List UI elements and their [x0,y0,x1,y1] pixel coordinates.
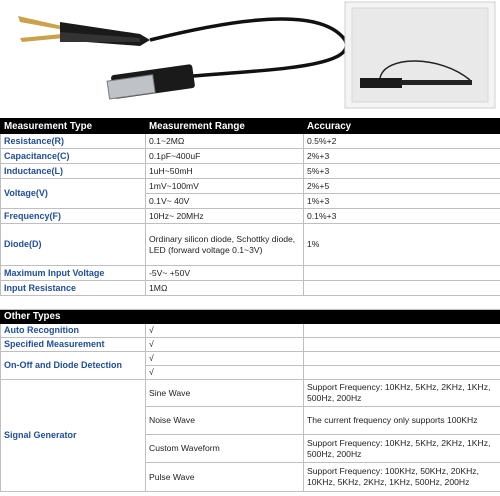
accuracy-cell: 0.1%+3 [304,209,500,224]
row-label: Input Resistance [1,281,146,296]
product-photo-area [0,0,500,118]
table-row [1,149,500,164]
spec-table [0,118,500,492]
row-label: Specified Measurement [1,338,146,352]
row-label: Voltage(V) [1,179,146,209]
table-row [1,352,500,366]
row-label: Diode(D) [1,224,146,266]
check-cell: √ [146,352,304,366]
table-row [1,179,500,194]
range-cell: 10Hz~ 20MHz [146,209,304,224]
check-cell: √ [146,324,304,338]
header-other-types: Other Types [1,310,146,324]
table-row [1,266,500,281]
row-label: Maximum Input Voltage [1,266,146,281]
other-types-header-row [1,310,500,324]
table-row [1,281,500,296]
wave-name-cell: Sine Wave [146,380,304,407]
range-cell: 1mV~100mV [146,179,304,194]
table-row [1,164,500,179]
table-row [1,338,500,352]
table-row [1,209,500,224]
row-label: On-Off and Diode Detection [1,352,146,380]
table-row [1,380,500,407]
wave-desc-cell: Support Frequency: 100KHz, 50KHz, 20KHz, 10KHz, 5KHz, 2KHz, 1KHz, 500Hz, 200Hz [304,463,500,492]
accuracy-cell [304,266,500,281]
check-cell: √ [146,338,304,352]
header-measurement-range: Measurement Range [146,119,304,134]
accuracy-cell [304,281,500,296]
range-cell: 1uH~50mH [146,164,304,179]
header-measurement-type: Measurement Type [1,119,146,134]
spacer-row [1,296,500,310]
header-accuracy: Accuracy [304,119,500,134]
wave-name-cell: Custom Waveform [146,435,304,463]
wave-name-cell: Noise Wave [146,407,304,435]
row-label: Frequency(F) [1,209,146,224]
accuracy-cell: 1%+3 [304,194,500,209]
row-label: Resistance(R) [1,134,146,149]
row-label: Capacitance(C) [1,149,146,164]
range-cell: 0.1~2MΩ [146,134,304,149]
accuracy-cell: 2%+3 [304,149,500,164]
table-header-row [1,119,500,134]
check-cell: √ [146,366,304,380]
range-cell: 1MΩ [146,281,304,296]
accuracy-cell: 1% [304,224,500,266]
tweezer-tip-upper [18,16,64,30]
range-cell: Ordinary silicon diode, Schottky diode, LED (forward voltage 0.1~3V) [146,224,304,266]
table-row [1,324,500,338]
range-cell: -5V~ +50V [146,266,304,281]
row-label: Inductance(L) [1,164,146,179]
wave-desc-cell: Support Frequency: 10KHz, 5KHz, 2KHz, 1KHz, 500Hz, 200Hz [304,435,500,463]
tweezer-tip-lower [20,34,64,42]
wave-name-cell: Pulse Wave [146,463,304,492]
accuracy-cell: 5%+3 [304,164,500,179]
wave-desc-cell: Support Frequency: 10KHz, 5KHz, 2KHz, 1KHz, 500Hz, 200Hz [304,380,500,407]
accuracy-cell: 2%+5 [304,179,500,194]
signal-generator-label: Signal Generator [1,380,146,492]
range-cell: 0.1pF~400uF [146,149,304,164]
range-cell: 0.1V~ 40V [146,194,304,209]
wave-desc-cell: The current frequency only supports 100KHz [304,407,500,435]
accuracy-cell: 0.5%+2 [304,134,500,149]
table-row [1,134,500,149]
row-label: Auto Recognition [1,324,146,338]
product-photo [0,0,500,118]
table-row [1,224,500,266]
